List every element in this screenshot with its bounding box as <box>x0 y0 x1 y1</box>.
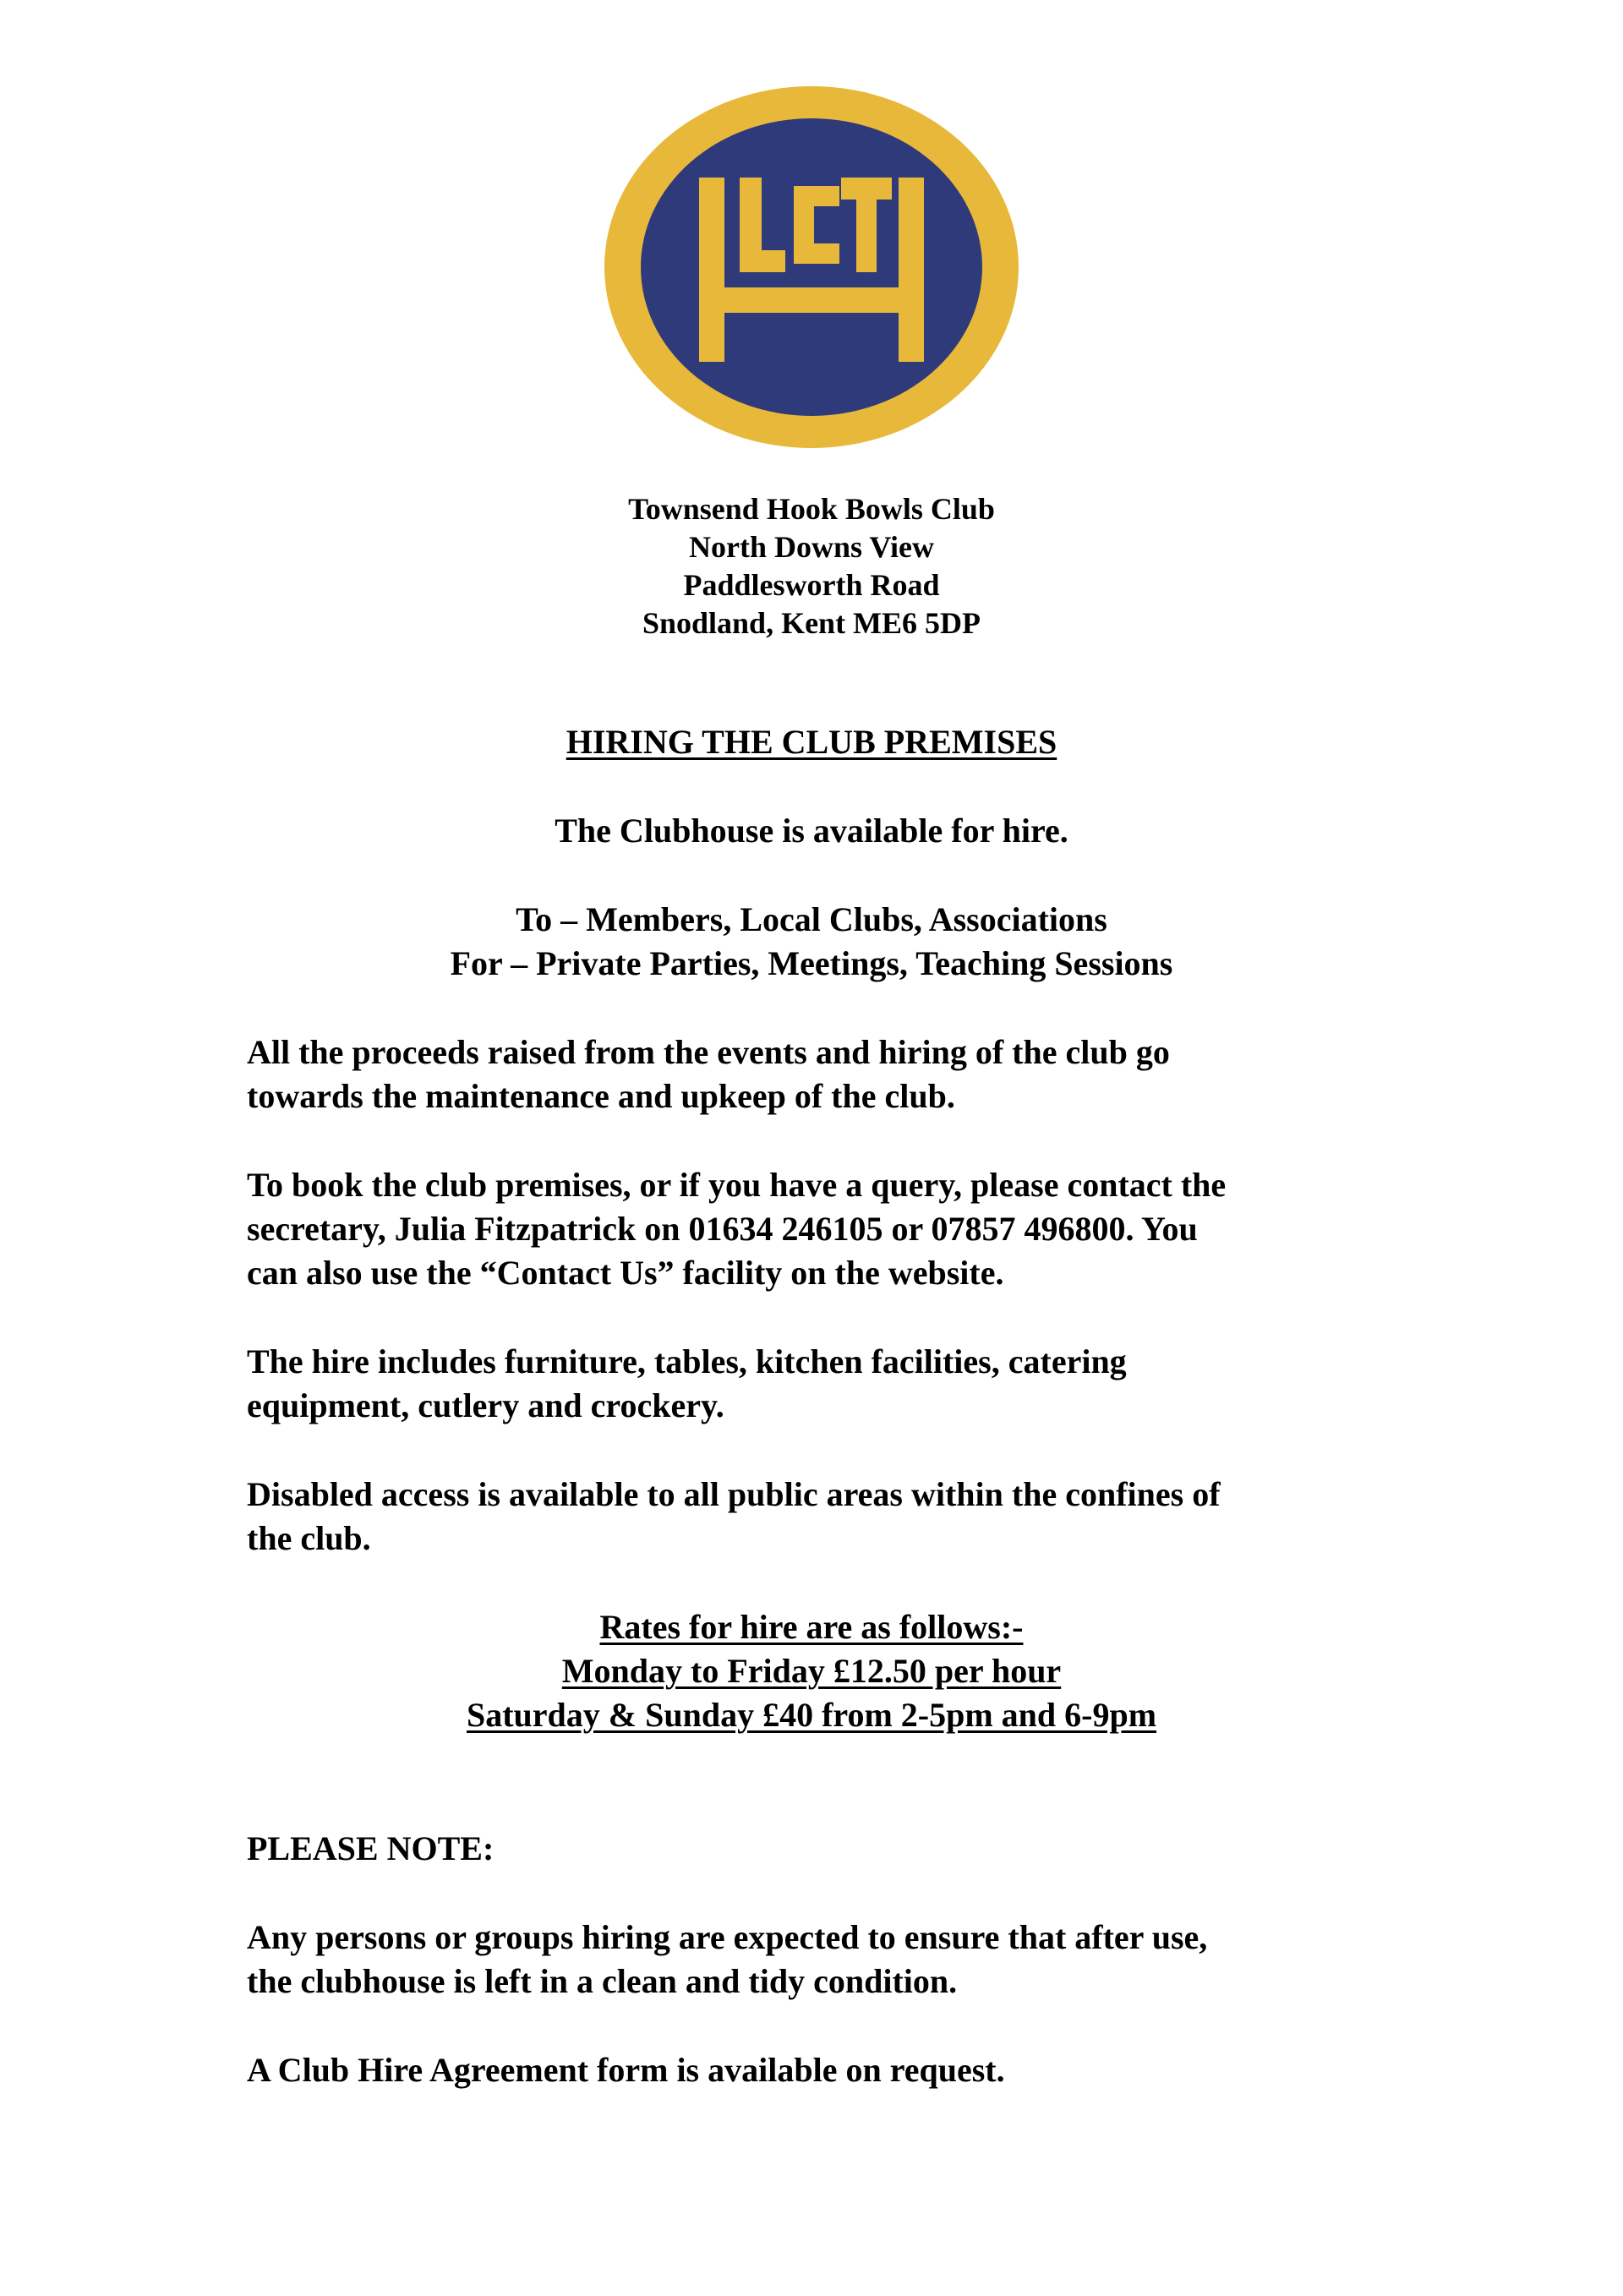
availability-text: The Clubhouse is available for hire. <box>555 812 1068 850</box>
cleanliness-paragraph <box>247 1916 1413 2004</box>
rates-block <box>0 1605 1623 1737</box>
audience-to: To – Members, Local Clubs, Associations <box>516 900 1107 938</box>
agreement-paragraph <box>247 2048 1413 2092</box>
includes-paragraph <box>247 1340 1413 1428</box>
page-title: HIRING THE CLUB PREMISES <box>566 723 1057 761</box>
audience-block <box>0 898 1623 986</box>
disabled-access-line: Disabled access is available to all public areas within the confines of <box>247 1475 1221 1513</box>
club-logo <box>604 86 1019 448</box>
address-line-town: Snodland, Kent ME6 5DP <box>642 606 981 640</box>
rates-weekday: Monday to Friday £12.50 per hour <box>561 1652 1062 1690</box>
booking-line: To book the club premises, or if you have a query, please contact the <box>247 1166 1227 1204</box>
rates-weekend: Saturday & Sunday £40 from 2-5pm and 6-9pm <box>466 1696 1157 1734</box>
disabled-access-line: the club. <box>247 1519 371 1557</box>
booking-line: secretary, Julia Fitzpatrick on 01634 246105 or 07857 496800. You <box>247 1210 1198 1248</box>
audience-for: For – Private Parties, Meetings, Teaching Sessions <box>450 944 1173 982</box>
includes-line: The hire includes furniture, tables, kitchen facilities, catering <box>247 1342 1127 1380</box>
logo-inner-circle <box>641 118 982 416</box>
cleanliness-line: Any persons or groups hiring are expected to ensure that after use, <box>247 1918 1208 1956</box>
note-title-block <box>247 1827 1413 1871</box>
agreement-text: A Club Hire Agreement form is available on request. <box>247 2051 1005 2089</box>
proceeds-line: towards the maintenance and upkeep of the club. <box>247 1077 955 1115</box>
rates-title: Rates for hire are as follows:- <box>599 1608 1024 1646</box>
heading-block <box>0 720 1623 764</box>
address-line-street: North Downs View <box>688 530 934 564</box>
includes-line: equipment, cutlery and crockery. <box>247 1386 724 1424</box>
proceeds-line: All the proceeds raised from the events and hiring of the club go <box>247 1033 1170 1071</box>
address-line-road: Paddlesworth Road <box>683 568 940 602</box>
booking-paragraph <box>247 1163 1413 1295</box>
address-line-club-name: Townsend Hook Bowls Club <box>628 492 995 526</box>
disabled-access-paragraph <box>247 1473 1413 1561</box>
note-title: PLEASE NOTE: <box>247 1829 495 1867</box>
club-address <box>0 490 1623 642</box>
booking-line: can also use the “Contact Us” facility on the website. <box>247 1254 1004 1292</box>
proceeds-paragraph <box>247 1030 1413 1118</box>
availability-block <box>0 809 1623 853</box>
cleanliness-line: the clubhouse is left in a clean and tidy condition. <box>247 1962 958 2000</box>
